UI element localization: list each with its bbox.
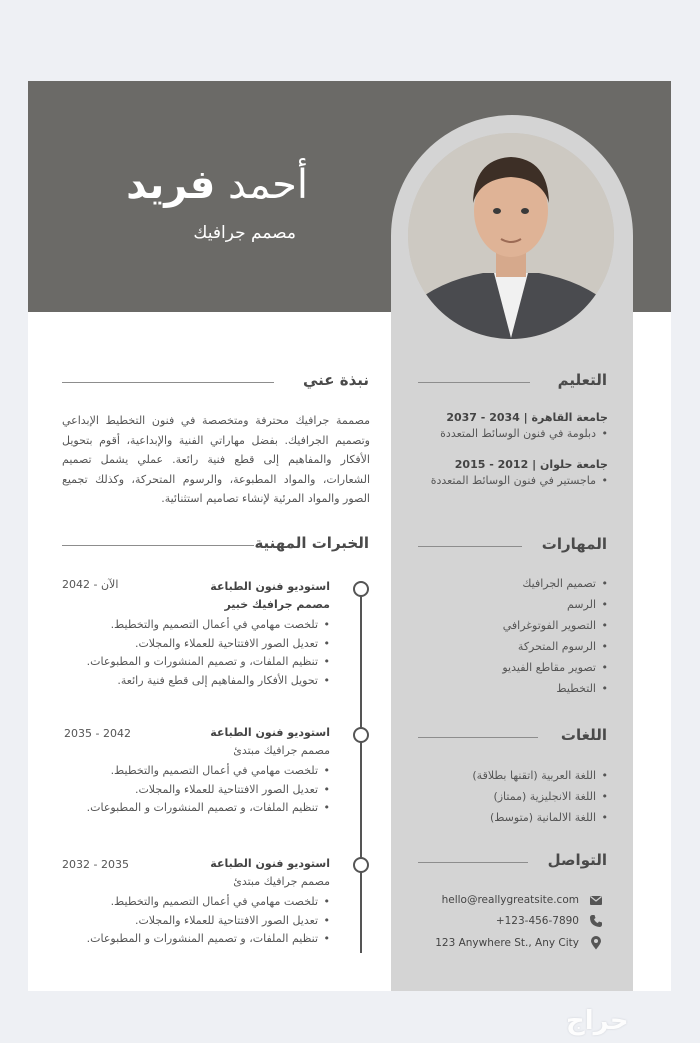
person-name [68,163,308,207]
skill-item: • التخطيط [448,678,608,699]
education-item: جامعة القاهرة | 2034 - 2037 [446,411,608,424]
edu-school: جامعة القاهرة [531,411,608,424]
skill-item: • الرسوم المتحركة [448,636,608,657]
skill-item: • تصميم الجرافيك [448,573,608,594]
timeline-dot [353,581,369,597]
last-name: فريد [126,162,216,208]
email-text[interactable]: hello@reallygreatsite.com [441,894,579,906]
about-text: مصممة جرافيك محترفة ومتخصصة في فنون التخطيط الإبداعي وتصميم الجرافيك. بفضل مهاراتي الفنية والإبداعية، أقوم بتحويل الأفكار والمفاهيم إلى قطع فنية رائعة. عملي يشمل تصميم الشعارات، والمواد المطبوعة، والرسوم المتحركة، وكذلك تجميع الصور والمواد المرئية لإنشاء تصاميم استثنائية. [62,414,370,505]
education-item: جامعة حلوان | 2012 - 2015 [454,458,608,471]
exp-point: • تعديل الصور الافتتاحية للعملاء والمجلات. [88,635,330,654]
job-title: مصمم جرافيك [193,223,296,243]
experience-timeline [360,589,362,953]
exp-dates: 2032 - 2035 [62,858,129,871]
experience-title: الخبرات المهنية [254,534,369,552]
about-title: نبذة عني [302,371,369,389]
exp-point: • تنظيم الملفات، و تصميم المنشورات و المطبوعات. [88,653,330,672]
exp-point: • تلخصت مهامي في أعمال التصميم والتخطيط. [88,616,330,635]
edu-years: 2034 - 2037 [446,411,520,424]
timeline-dot [353,727,369,743]
edu-degree: • دبلومة في فنون الوسائط المتعددة [408,424,608,444]
skills-divider [418,546,522,547]
watermark-logo: حراج [566,1006,629,1036]
email-icon [589,893,603,907]
language-name: اللغة الالمانية [536,811,596,824]
contact-email [433,890,603,910]
language-level: (متوسط) [489,811,534,824]
phone-text[interactable]: +123-456-7890 [495,915,579,927]
skills-title: المهارات [541,535,607,553]
exp-point: • تلخصت مهامي في أعمال التصميم والتخطيط. [88,893,330,912]
exp-company: استوديو فنون الطباعة [210,580,330,593]
languages-list [448,765,608,828]
exp-point: • تعديل الصور الافتتاحية للعملاء والمجلات. [88,912,330,931]
language-name: اللغة الانجليزية [529,790,596,803]
experience-item [88,580,330,690]
contact-phone [433,911,603,931]
exp-role: مصمم جرافيك مبتدئ [233,744,330,757]
languages-title: اللغات [560,726,607,744]
education-list [408,411,608,491]
language-item [448,765,608,786]
resume-page [28,81,671,991]
phone-icon [589,914,603,928]
language-level: (ممتاز) [493,790,527,803]
location-pin-icon [589,936,603,950]
education-title: التعليم [557,371,607,389]
first-name: أحمد [228,162,308,208]
exp-company: استوديو فنون الطباعة [210,857,330,870]
exp-point: • تنظيم الملفات، و تصميم المنشورات و المطبوعات. [88,799,330,818]
language-item [448,786,608,807]
contact-address [433,933,603,953]
exp-role: مصمم جرافيك خبير [224,598,330,611]
skills-list [448,573,608,699]
exp-point: • تحويل الأفكار والمفاهيم إلى قطع فنية رائعة. [88,672,330,691]
experience-divider [62,545,254,546]
timeline-dot [353,857,369,873]
skill-item: • تصوير مقاطع الفيديو [448,657,608,678]
profile-photo [408,133,614,339]
language-name: اللغة العربية [541,769,596,782]
exp-point: • تنظيم الملفات، و تصميم المنشورات و المطبوعات. [88,930,330,949]
language-item [448,807,608,828]
exp-company: استوديو فنون الطباعة [210,726,330,739]
contact-title: التواصل [547,851,607,869]
exp-point: • تعديل الصور الافتتاحية للعملاء والمجلات. [88,781,330,800]
skill-item: • التصوير الفوتوغرافي [448,615,608,636]
language-level: (اتقنها بطلاقة) [472,769,538,782]
skill-item: • الرسم [448,594,608,615]
edu-years: 2012 - 2015 [454,458,529,471]
education-divider [418,382,530,383]
languages-divider [418,737,538,738]
address-text: 123 Anywhere St., Any City [435,937,579,949]
exp-point: • تلخصت مهامي في أعمال التصميم والتخطيط. [88,762,330,781]
exp-dates: 2035 - 2042 [64,727,131,740]
exp-role: مصمم جرافيك مبتدئ [233,875,330,888]
exp-dates: 2042 - الآن [62,578,119,591]
edu-school: جامعة حلوان [539,458,608,471]
about-divider [62,382,274,383]
contact-divider [418,862,528,863]
edu-degree: • ماجستير في فنون الوسائط المتعددة [408,471,608,491]
